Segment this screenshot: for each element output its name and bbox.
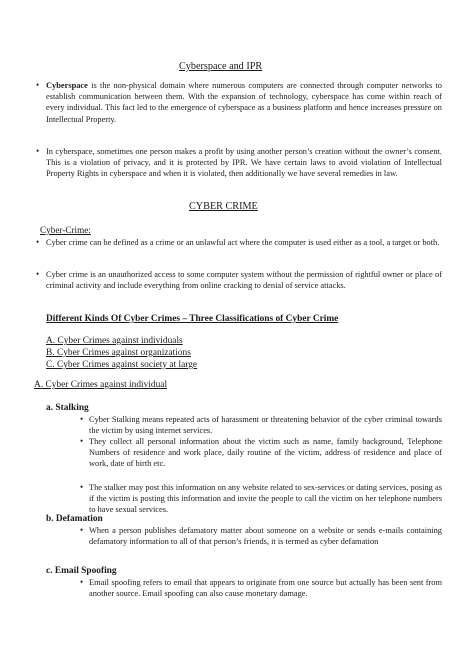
section-title-cyber-crime: CYBER CRIME (189, 201, 258, 212)
bullet-dot: • (36, 237, 40, 247)
bullet-dot: • (80, 436, 84, 446)
bullet-dot: • (80, 414, 84, 424)
paragraph-text: is the non-physical domain where numerous computers are connected through computer networks to establish communication between them. With the expansion of technology, cyberspace has come within reach of every individual. This fact led to the emergence of cyberspace as a business platform and hence increases pressure on Intellectual Property. (46, 81, 442, 124)
subheading-stalking: a. Stalking (46, 403, 89, 413)
paragraph-defamation-definition: When a person publishes defamatory matter about someone on a website or sends e-mails containing defamatory information to all of that person’s friends, it is termed as cyber defamation (89, 526, 442, 547)
paragraph-stalking-posting: The stalker may post this information on any website related to sex-services or dating services, posing as if the victim is posting this information and invite the people to call the victim on her telephone numbers to have sexual services. (89, 483, 442, 515)
classification-c: C. Cyber Crimes against society at large (46, 360, 198, 370)
paragraph-ipr-violation: In cyberspace, sometimes one person makes a profit by using another person’s creation without the owner’s consent. This is a violation of privacy, and it is protected by IPR. We have certain laws to avoid violation of Intellectual Property Rights in cyberspace and when it is violated, then additionally we have several remedies in law. (46, 147, 442, 179)
term-cyberspace: Cyberspace (46, 81, 88, 90)
classification-a: A. Cyber Crimes against individuals (46, 336, 183, 346)
bullet-dot: • (36, 146, 40, 156)
bullet-dot: • (80, 482, 84, 492)
paragraph-cyber-crime-definition: Cyber crime can be defined as a crime or an unlawful act where the computer is used either as a tool, a target or both. (46, 238, 440, 247)
bullet-dot: • (36, 269, 40, 279)
heading-crimes-against-individual: A. Cyber Crimes against individual (34, 380, 168, 390)
subheading-cyber-crime: Cyber-Crime: (40, 225, 91, 235)
paragraph-stalking-definition: Cyber Stalking means repeated acts of harassment or threatening behavior of the cyber criminal towards the victim by using internet services. (89, 415, 442, 436)
paragraph-email-spoofing-definition: Email spoofing refers to email that appears to originate from one source but actually has been sent from another source. Email spoofing can also cause monetary damage. (89, 578, 442, 599)
bullet-dot: • (36, 80, 40, 90)
classification-b: B. Cyber Crimes against organizations (46, 348, 191, 358)
section-title-cyberspace-ipr: Cyberspace and IPR (179, 61, 263, 72)
subheading-email-spoofing: c. Email Spoofing (46, 566, 117, 576)
bullet-dot: • (80, 525, 84, 535)
subheading-defamation: b. Defamation (46, 514, 103, 524)
paragraph-stalking-information: They collect all personal information about the victim such as name, family background, Telephone Numbers of residence and work place, daily routine of the victim, address of residence and place of work, date of birth etc. (89, 437, 442, 469)
paragraph-cyberspace-definition (46, 80, 442, 125)
heading-kinds-of-cyber-crimes: Different Kinds Of Cyber Crimes – Three Classifications of Cyber Crime (46, 314, 339, 324)
bullet-dot: • (80, 577, 84, 587)
paragraph-unauthorized-access: Cyber crime is an unauthorized access to some computer system without the permission of rightful owner or place of criminal activity and include everything from online cracking to denial of service attacks. (46, 270, 442, 291)
